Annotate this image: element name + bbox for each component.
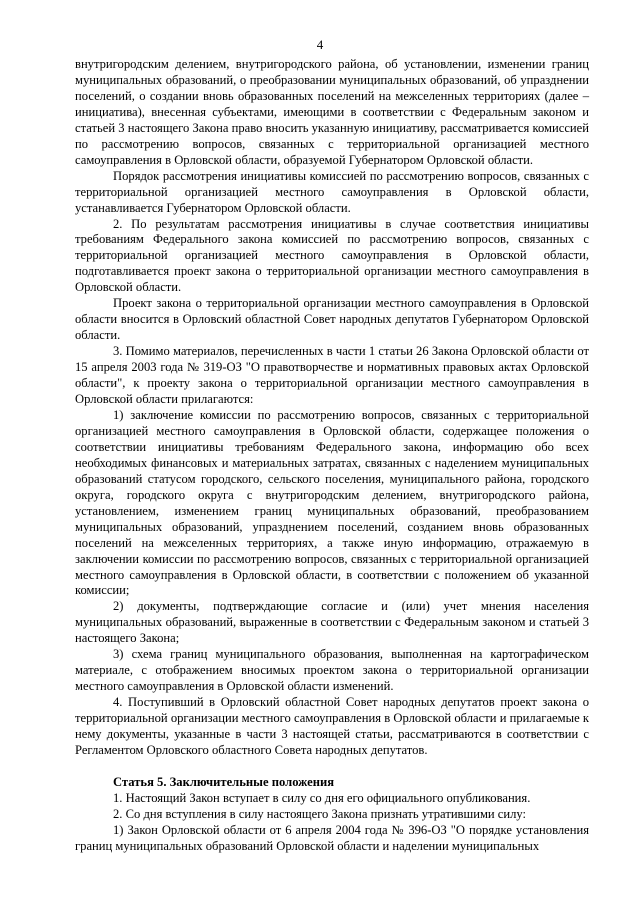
- article-5-part-1: 1. Настоящий Закон вступает в силу со дня его официального опубликования.: [113, 790, 531, 805]
- list-item-2-documents: 2) документы, подтверждающие согласие и (или) учет мнения населения муниципальных образований, выраженные в соответствии с Федеральным законом и статьей 3 настоящего Закона;: [75, 599, 589, 646]
- paragraph-part-2: 2. По результатам рассмотрения инициативы в случае соответствия инициативы требованиям Федерального закона комиссией по рассмотрению вопросов, связанных с территориальной организацией местного самоуправления в Орловской области, подготавливается проект закона о территориальной организации местного самоуправления в Орловской области.: [75, 216, 589, 295]
- article-5-item-1: 1) Закон Орловской области от 6 апреля 2004 года № 396-ОЗ "О порядке установления границ муниципальных образований Орловской области и наделении муниципальных: [75, 822, 589, 853]
- article-5-part-2: 2. Со дня вступления в силу настоящего Закона признать утратившими силу:: [113, 806, 527, 821]
- page-number: 4: [316, 37, 324, 52]
- list-item-1-commission-conclusion: 1) заключение комиссии по рассмотрению вопросов, связанных с территориальной организацией местного самоуправления в Орловской области, содержащее положения о соответствии инициативы требованиям Федерального закона, информацию обо всех необходимых финансовых и материальных затратах, связанных с наделением муниципальных образований статусом городского, сельского поселения, муниципального района, городского округа, городского округа с внутригородским делением, внутригородского района, установлением, изменением границ муниципальных образований, преобразованием муниципальных образований, упразднением поселений, созданием вновь образованных поселений на межселенных территориях, а также иную информацию, отражаемую в заключении комиссии по рассмотрению вопросов, связанных с территориальной организацией местного самоуправления в Орловской области, в соответствии с положением об указанной комиссии;: [75, 407, 589, 598]
- section-spacer: [75, 759, 589, 775]
- paragraph-part-4: 4. Поступивший в Орловский областной Совет народных депутатов проект закона о территориальной организации местного самоуправления в Орловской области и прилагаемые к нему документы, указанные в части 3 настоящей статьи, рассматриваются в соответствии с Регламентом Орловского областного Совета народных депутатов.: [75, 695, 589, 757]
- paragraph-initiative-consideration: внутригородским делением, внутригородского района, об установлении, изменении границ муниципальных образований, о преобразовании муниципальных образований, об упразднении поселений, о создании вновь образованных поселений на межселенных территориях (далее – инициатива), внесенная субъектами, имеющими в соответствии с Федеральным законом и статьей 3 настоящего Закона право вносить указанную инициативу, рассматривается комиссией по рассмотрению вопросов, связанных с территориальной организацией местного самоуправления в Орловской области, образуемой Губернатором Орловской области.: [75, 57, 589, 167]
- document-body: [75, 57, 589, 855]
- article-5-heading: Статья 5. Заключительные положения: [113, 774, 335, 789]
- list-item-3-boundary-scheme: 3) схема границ муниципального образования, выполненная на картографическом материале, с отображением вносимых проектом закона о территориальной организации местного самоуправления в Орловской области изменений.: [75, 647, 589, 694]
- paragraph-draft-law-submission: Проект закона о территориальной организации местного самоуправления в Орловской области вносится в Орловский областной Совет народных депутатов Губернатором Орловской области.: [75, 296, 589, 343]
- paragraph-part-3: 3. Помимо материалов, перечисленных в части 1 статьи 26 Закона Орловской области от 15 апреля 2003 года № 319-ОЗ "О правотворчестве и нормативных правовых актах Орловской области", к проекту закона о территориальной организации местного самоуправления в Орловской области прилагаются:: [75, 344, 589, 407]
- paragraph-procedure: Порядок рассмотрения инициативы комиссией по рассмотрению вопросов, связанных с территориальной организацией местного самоуправления в Орловской области, устанавливается Губернатором Орловской области.: [75, 168, 589, 215]
